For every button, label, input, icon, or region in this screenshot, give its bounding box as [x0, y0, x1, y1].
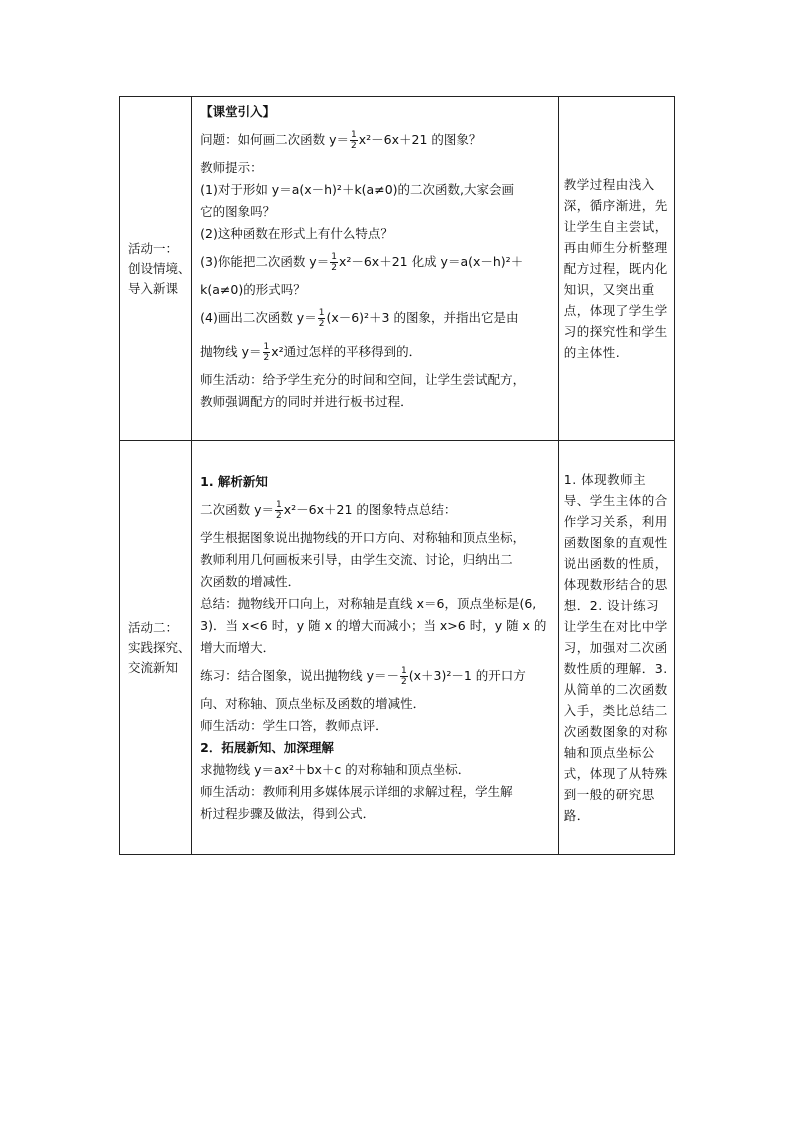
body-line: 3)．当 x<6 时，y 随 x 的增大而减小；当 x>6 时，y 随 x 的	[200, 618, 547, 633]
activity-label-line: 创设情境、	[128, 260, 191, 276]
body-line: 师生活动：学生口答，教师点评．	[200, 718, 388, 733]
hint-line: (1)对于形如 y＝a(x－h)²＋k(a≠0)的二次函数,大家会画	[200, 182, 514, 197]
fraction: $\frac{1}{2}$	[351, 130, 357, 151]
hint-line: 它的图象吗？	[200, 204, 276, 219]
hint-line: 抛物线 y＝ $\frac{1}{2}$ x²通过怎样的平移得到的．	[200, 342, 422, 363]
section-heading: 1. 解析新知	[200, 474, 268, 489]
hint-line: (2)这种函数在形式上有什么特点？	[200, 226, 393, 241]
activity-label-cell	[120, 97, 192, 441]
hint-line: (3)你能把二次函数 y＝ $\frac{1}{2}$ x²－6x＋21 化成 y＝a(x－h)²＋	[200, 252, 524, 273]
body-line: 求抛物线 y＝ax²＋bx＋c 的对称轴和顶点坐标．	[200, 762, 471, 777]
design-intent-cell: 教学过程由浅入深，循序渐进，先让学生自主尝试，再由师生分析整理配方过程，既内化知识，又突出重点，体现了学生学习的探究性和学生的主体性.	[558, 97, 674, 441]
body-line: 向、对称轴、顶点坐标及函数的增减性．	[200, 696, 426, 711]
fraction: $\frac{1}{2}$	[318, 308, 325, 329]
section-heading: 2．拓展新知、加深理解	[200, 740, 334, 755]
process-cell	[192, 97, 559, 441]
activity-label-line: 活动一：	[128, 240, 179, 256]
body-line: 教师利用几何画板来引导，由学生交流、讨论，归纳出二	[200, 552, 513, 567]
activity-note: 师生活动：给予学生充分的时间和空间，让学生尝试配方，	[200, 372, 526, 387]
formula-line: 二次函数 y＝ $\frac{1}{2}$ x²－6x＋21 的图象特点总结：	[200, 500, 457, 521]
activity-label-line: 实践探究、	[128, 639, 191, 655]
body-line: 学生根据图象说出抛物线的开口方向、对称轴和顶点坐标，	[200, 530, 526, 545]
section-heading: 【课堂引入】	[200, 104, 276, 119]
process-cell	[192, 441, 559, 855]
hint-line: k(a≠0)的形式吗？	[200, 282, 306, 297]
body-line: 总结：抛物线开口向上，对称轴是直线 x＝6，顶点坐标是(6,	[200, 596, 537, 611]
design-intent-cell: 1. 体现教师主导、学生主体的合作学习关系，利用函数图象的直观性说出函数的性质，体现数形结合的思想．2. 设计练习让学生在对比中学习，加强对二次函数性质的理解．3. 从简单的二次函数入手，类比总结二次函数图象的对称轴和顶点坐标公式，体现了从特殊到一般的研究思路．	[558, 441, 674, 855]
question-line: 问题：如何画二次函数 y＝ $\frac{1}{2}$ x²－6x＋21 的图象？	[200, 130, 482, 151]
activity-label-line: 导入新课	[128, 280, 179, 296]
fraction: $\frac{1}{2}$	[331, 252, 337, 273]
table-row	[120, 97, 675, 441]
table-row	[120, 441, 675, 855]
body-line: 增大而增大．	[200, 640, 276, 655]
lesson-plan-table	[119, 96, 675, 855]
hint-line: (4)画出二次函数 y＝ $\frac{1}{2}$ (x－6)²＋3 的图象，并指出它是由	[200, 308, 519, 329]
fraction: $\frac{1}{2}$	[401, 666, 407, 687]
body-line: 析过程步骤及做法，得到公式．	[200, 806, 376, 821]
hint-label: 教师提示：	[200, 160, 263, 175]
body-line: 次函数的增减性．	[200, 574, 301, 589]
body-line: 师生活动：教师利用多媒体展示详细的求解过程，学生解	[200, 784, 513, 799]
fraction: $\frac{1}{2}$	[263, 342, 270, 363]
activity-label-line: 交流新知	[128, 659, 179, 675]
activity-label-line: 活动二：	[128, 619, 179, 635]
activity-label-cell	[120, 441, 192, 855]
exercise-line: 练习：结合图象，说出抛物线 y＝－ $\frac{1}{2}$ (x＋3)²－1 的开口方	[200, 666, 526, 687]
activity-note: 教师强调配方的同时并进行板书过程．	[200, 394, 413, 409]
fraction: $\frac{1}{2}$	[276, 500, 282, 521]
